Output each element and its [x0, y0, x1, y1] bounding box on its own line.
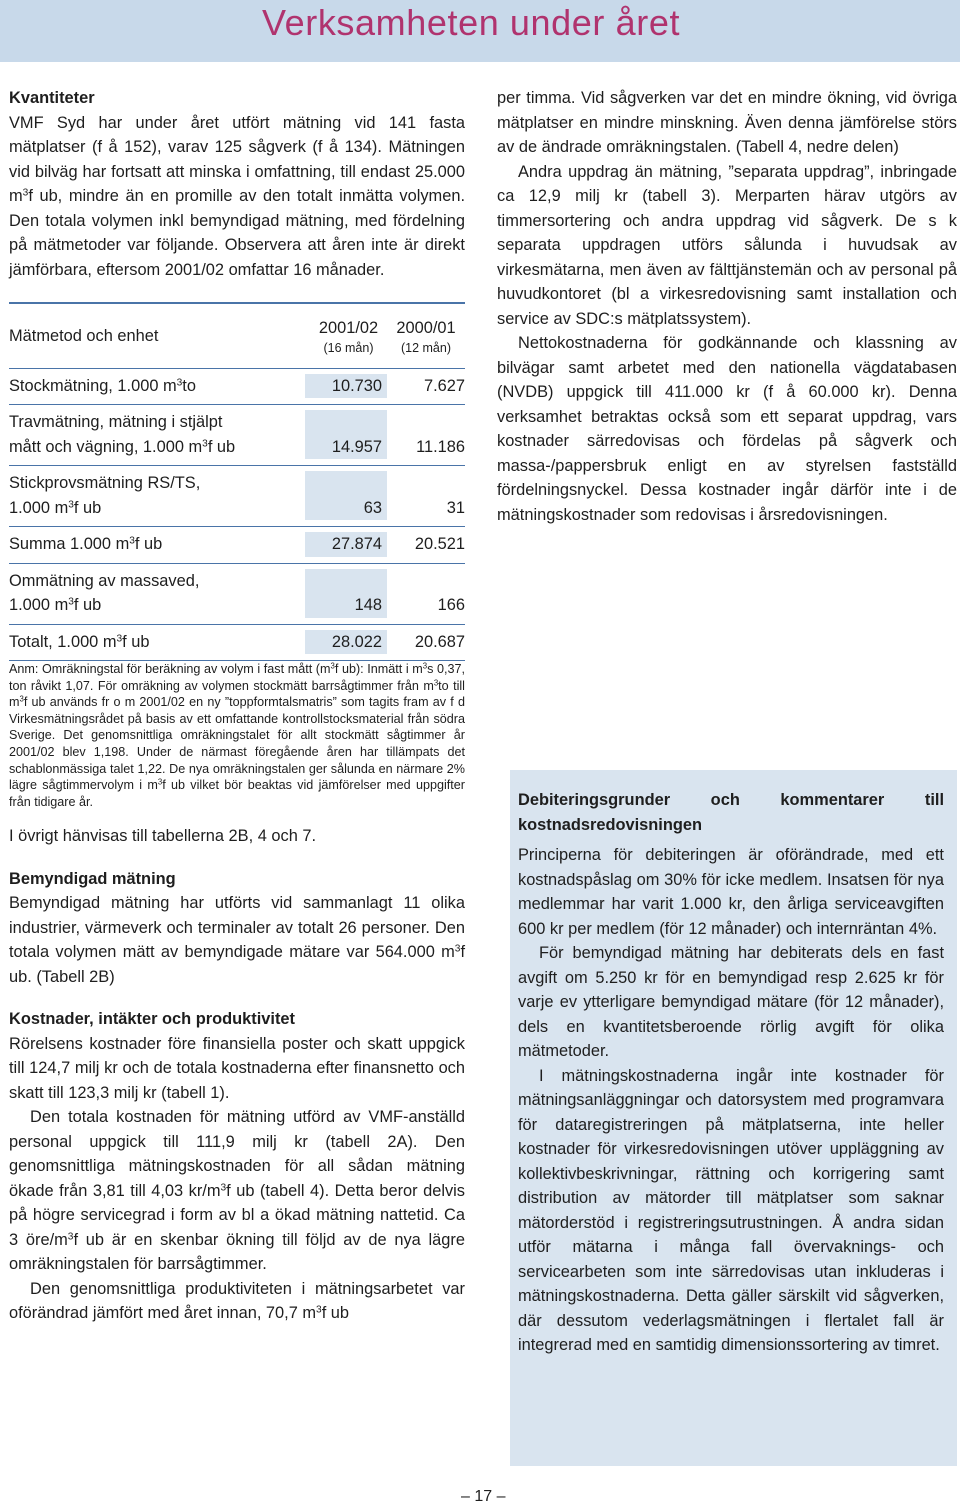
right-paragraph-3: Nettokostnaderna för godkännande och klassning av bilvägar samt arbetet med den nationella vägdatabasen (NVDB) uppgick till 411.000 kr (f å 60.000 kr). Denna verksamhet betraktas också som ett separat uppdrag, vars kostnader särredovisas och fördelas på sågverk och massa-/pappersbruk enligt en av styrelsen fastställd fördelningsnyckel. Dessa kostnader ingår därför inte i de mätningskostnader som redovisas i årsredovisningen. [497, 334, 957, 524]
kostnader-paragraph-3: Den genomsnittliga produktiviteten i mätningsarbetet var oförändrad jämfört med året innan, 70,7 $m^3f$ ub [9, 1279, 465, 1323]
table-header-col-2000-01: 2000/01 (12 mån) [396, 319, 456, 355]
row-value-2000-01: 31 [446, 498, 465, 517]
table-footnote: Anm: Omräkningstal för beräkning av volym i fast mått ($m^3f$ ub): Inmätt i $m^3s$ 0,37, ton råvikt 1,07. För omräkning av volymen stockmätt barrsågtimmer från $m^3to$ till $m^3f$ ub används fr o m 2001/02 en ny ”toppformtalsmatris” som tagits fram av f d Virkesmätningsrådet på basis av ett omfattande kontrollstocksmaterial från södra Sverige. Det genomsnittliga omräkningstalet för allt stockmätt sågtimmer år 2001/02 blev 1,198. Under de närmast föregående åren har tillämpats det schablonmässiga talet 1,22. De nya omräkningstalen ger sålunda en närmare 2% lägre sågtimmervolym i $m^3f$ ub vilket bör beaktas vid jämförelser med uppgifter från tidigare år. [9, 661, 466, 809]
table-header-method: Mätmetod och enhet [9, 326, 159, 345]
table-header-col-2001-02: 2001/02 (16 mån) [318, 319, 379, 355]
table-row [9, 466, 465, 527]
row-value-2000-01: 20.687 [414, 632, 465, 651]
table-header-row [9, 304, 465, 369]
section-heading-kostnader: Kostnader, intäkter och produktivitet [9, 1010, 295, 1029]
table-row [9, 564, 465, 625]
row-label: Travmätning, mätning i stjälpt mått och vägning, 1.000 $m^3f$ ub [9, 413, 236, 456]
right-column [497, 86, 957, 527]
table-row-summa [9, 527, 465, 564]
row-label: Stockmätning, 1.000 $m^3to$ [9, 376, 196, 395]
bemyndigad-paragraph: Bemyndigad mätning har utförts vid sammanlagt 11 olika industrier, värmeverk och terminaler av totalt 26 personer. Den totala volymen mätt av bemyndigade mätare var 564.000 $m^3f$ ub. (Tabell 2B) [9, 894, 465, 986]
row-value-2001-02: 10.730 [305, 374, 387, 399]
row-value-2000-01: 7.627 [423, 376, 465, 395]
box-paragraph-2: För bemyndigad mätning har debiterats dels en fast avgift om 5.250 kr för en bemyndigad resp 2.625 kr för varje ev ytterligare bemyndigad mätare (för 12 månader), dels en kvantitetsberoende rörlig avgift för olika mätmetoder. [518, 944, 944, 1060]
debitering-box-content [518, 788, 944, 1358]
row-value-2000-01: 166 [437, 596, 465, 614]
box-paragraph-1: Principerna för debiteringen är oförändrade, med ett kostnadspåslag om 30% för icke medlem. Insatsen för nya medlemmar har varit 1.000 kr, den årliga serviceavgiften 600 kr per medlem (för 12 månader) och internräntan 4%. [518, 846, 944, 938]
row-label: Summa 1.000 $m^3f$ ub [9, 535, 163, 553]
right-paragraph-2: Andra uppdrag än mätning, ”separata uppdrag”, inbringade ca 12,9 milj kr (tabell 3). Merparten härav utgörs av timmersortering och andra uppdrag vid sågverk. De s k separata uppdragen utförs sålunda i huvudsak av virkesmätarna, men även av fälttjänstemän och av personal på huvudkontoret (bl a virkesredovisning samt installation och service av SDC:s mätplatssystem). [497, 162, 957, 328]
page-title: Verksamheten under året [262, 2, 681, 43]
row-value-2001-02: 27.874 [305, 532, 387, 557]
row-value-2000-01: 20.521 [414, 535, 465, 553]
row-label: Stickprovsmätning RS/TS, 1.000 $m^3f$ ub [9, 474, 201, 517]
kvantiteter-paragraph: VMF Syd har under året utfört mätning vid 141 fasta mätplatser (f å 152), varav 125 sågverk (f å 134). Mätningen vid bilväg har fortsatt att minska i omfattning, till endast 25.000 $m^3f$ ub, mindre än en promille av den totalt inmätta volymen. Den totala volymen inkl bemyndigad mätning, med fördelning på mätmetoder var följande. Observera att åren inte är direkt jämförbara, eftersom 2001/02 omfattar 16 månader. [9, 113, 465, 279]
row-label: Ommätning av massaved, 1.000 $m^3f$ ub [9, 571, 200, 614]
kostnader-paragraph-2: Den totala kostnaden för mätning utförd av VMF-anställd personal uppgick till 111,9 milj kr (tabell 2A). Den genomsnittliga mätningskostnaden för all sådan mätning ökade från 3,81 till 4,03 $kr/m^3f$ ub (tabell 4). Detta beror delvis på högre servicegrad i form av bl a ökad mätning nattetid. Ca 3 öre/$m^3f$ ub är en skenbar ökning till följd av de nya lägre omräkningstalen för barrsågtimmer. [9, 1108, 465, 1274]
section-heading-kvantiteter: Kvantiteter [9, 89, 95, 107]
section-heading-bemyndigad: Bemyndigad mätning [9, 869, 176, 888]
table-row-totalt [9, 625, 465, 662]
row-value-2000-01: 11.186 [416, 437, 465, 456]
row-value-2001-02: 148 [305, 569, 387, 618]
row-label: Totalt, 1.000 $m^3f$ ub [9, 632, 150, 651]
spacer [9, 849, 465, 867]
volume-table [9, 302, 465, 661]
row-value-2001-02: 28.022 [305, 630, 387, 655]
right-paragraph-1: per timma. Vid sågverken var det en mindre ökning, vid övriga mätplatser en mindre minskning. Även denna jämförelse störs av de ändrade omräkningstalen. (Tabell 4, nedre delen) [497, 89, 957, 156]
page-number: – 17 – [461, 1488, 506, 1505]
spacer [9, 810, 465, 824]
row-value-2001-02: 63 [305, 471, 387, 520]
row-value-2001-02: 14.957 [305, 410, 387, 459]
box-heading: Debiteringsgrunder och kommentarer till kostnadsredovisningen [518, 791, 944, 834]
left-column [9, 86, 465, 1326]
box-paragraph-3: I mätningskostnaderna ingår inte kostnader för mätningsanläggningar och datorsystem med programvara för dataregistreringen på mätplatserna, inte heller kostnader för virkesredovisningen utöver uppläggning av kollektivbeskrivningar, rättning och korrigering samt distribution av mätorder till mätplatser som saknar mätorderstöd i registreringsutrustningen. Å andra sidan utför mätarna i många fall övervaknings- och servicearbeten som inte särredovisas utan inkluderas i mätningskostnaderna. Detta gäller särskilt vid sågverken, där dessutom vederlagsmätningen i flertalet fall är integrerad med en samtidig dimensionssortering av timret. [518, 1066, 944, 1354]
reference-paragraph: I övrigt hänvisas till tabellerna 2B, 4 och 7. [9, 827, 317, 846]
spacer [9, 989, 465, 1007]
debitering-box [510, 770, 957, 1466]
table-row [9, 405, 465, 466]
kostnader-paragraph-1: Rörelsens kostnader före finansiella poster och skatt uppgick till 124,7 milj kr och de totala kostnaderna efter finansnetto och skatt till 123,3 milj kr (tabell 1). [9, 1034, 465, 1102]
table-row [9, 369, 465, 406]
